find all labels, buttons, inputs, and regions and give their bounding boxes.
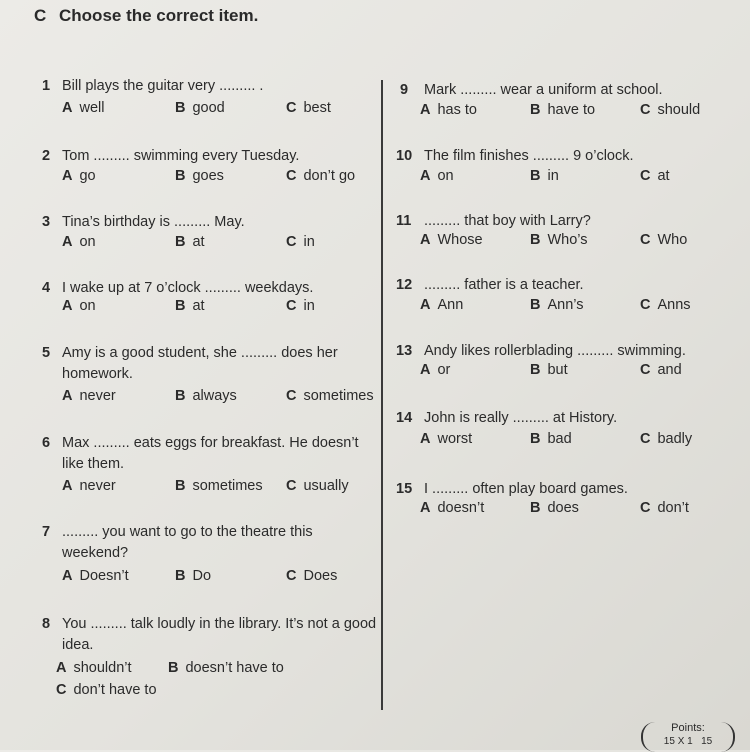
points-box	[641, 722, 735, 752]
option-text: at	[657, 168, 670, 184]
question-text: Bill plays the guitar very ......... .	[62, 78, 264, 94]
option-letter: A	[62, 100, 73, 116]
option-letter: C	[56, 682, 67, 698]
question-number-text: 15	[396, 481, 413, 497]
option-text: don’t have to	[73, 682, 157, 698]
option-letter: C	[286, 298, 297, 314]
option-letter: C	[640, 232, 651, 248]
option-letter: A	[420, 297, 431, 313]
option-letter: C	[286, 100, 297, 116]
answer-option-b[interactable]	[530, 431, 572, 447]
answer-option-a[interactable]	[62, 478, 116, 494]
question-number-text: 2	[42, 148, 51, 164]
option-letter: C	[286, 478, 297, 494]
section-heading: Choose the correct item.	[59, 6, 259, 25]
option-text: go	[79, 168, 96, 184]
option-text: has to	[437, 102, 477, 118]
answer-option-b[interactable]	[530, 362, 568, 378]
option-text: sometimes	[192, 478, 263, 494]
question-text: ......... father is a teacher.	[424, 277, 584, 293]
answer-option-a[interactable]	[62, 568, 129, 584]
column-divider	[381, 80, 383, 710]
option-text: Anns	[657, 297, 691, 313]
option-text: Ann	[437, 297, 464, 313]
question-number-text: 8	[42, 616, 51, 632]
option-text: never	[79, 388, 116, 404]
option-text: don’t	[657, 500, 689, 516]
option-letter: B	[530, 168, 541, 184]
option-letter: B	[530, 232, 541, 248]
question-number-text: 13	[396, 343, 413, 359]
answer-option-b[interactable]	[530, 297, 584, 313]
answer-option-c[interactable]	[640, 232, 687, 248]
answer-option-b[interactable]	[175, 478, 263, 494]
option-text: and	[657, 362, 682, 378]
answer-option-c[interactable]	[286, 388, 374, 404]
option-letter: C	[640, 168, 651, 184]
option-text: never	[79, 478, 116, 494]
answer-option-a[interactable]	[420, 362, 450, 378]
question-number-text: 14	[396, 410, 413, 426]
answer-option-a[interactable]	[62, 298, 96, 314]
option-text: does	[547, 500, 579, 516]
answer-option-a[interactable]	[420, 431, 472, 447]
option-letter: B	[175, 234, 186, 250]
answer-option-a[interactable]	[420, 297, 463, 313]
question-number-text: 9	[400, 82, 409, 98]
points-formula: 15 X 1	[663, 736, 693, 747]
option-text: Do	[192, 568, 212, 584]
answer-option-a[interactable]	[56, 660, 132, 676]
answer-option-c[interactable]	[640, 431, 692, 447]
option-text: Who	[657, 232, 688, 248]
answer-option-b[interactable]	[530, 232, 588, 248]
option-text: best	[303, 100, 331, 116]
option-letter: A	[62, 168, 73, 184]
option-text: or	[437, 362, 451, 378]
option-text: in	[303, 234, 315, 250]
answer-option-b[interactable]	[175, 100, 225, 116]
question-number-text: 11	[396, 213, 412, 229]
option-text: sometimes	[303, 388, 374, 404]
question-number-text: 7	[42, 524, 51, 540]
option-text: doesn’t have to	[185, 660, 284, 676]
answer-option-a[interactable]	[62, 234, 96, 250]
answer-option-b[interactable]	[530, 168, 559, 184]
answer-option-c[interactable]	[56, 682, 157, 698]
question-text: The film finishes ......... 9 o’clock.	[424, 148, 634, 164]
option-letter: A	[420, 362, 431, 378]
answer-option-c[interactable]	[640, 102, 700, 118]
option-letter: A	[420, 102, 431, 118]
option-letter: C	[640, 431, 651, 447]
option-text: should	[657, 102, 701, 118]
option-letter: C	[640, 102, 651, 118]
question-number-text: 1	[42, 78, 51, 94]
answer-option-a[interactable]	[62, 100, 104, 116]
answer-option-c[interactable]	[286, 168, 355, 184]
question-text: ......... you want to go to the theatre this weekend?	[62, 524, 313, 561]
answer-option-b[interactable]	[175, 298, 205, 314]
option-letter: B	[530, 102, 541, 118]
answer-option-a[interactable]	[420, 102, 477, 118]
option-text: in	[303, 298, 315, 314]
option-letter: B	[175, 568, 186, 584]
answer-option-b[interactable]	[175, 168, 224, 184]
question-text: You ......... talk loudly in the library. It’s not a good idea.	[62, 616, 377, 653]
points-label: Points:	[671, 722, 705, 734]
answer-option-b[interactable]	[168, 660, 284, 676]
option-letter: A	[62, 298, 73, 314]
section-title	[34, 6, 258, 26]
option-letter: B	[175, 388, 186, 404]
answer-option-b[interactable]	[530, 102, 595, 118]
question-text: Andy likes rollerblading ......... swimming.	[424, 343, 686, 359]
option-letter: B	[530, 500, 541, 516]
option-text: at	[192, 298, 205, 314]
option-text: badly	[657, 431, 693, 447]
answer-option-a[interactable]	[62, 168, 96, 184]
option-text: on	[79, 234, 96, 250]
option-text: Whose	[437, 232, 483, 248]
question-text: Mark ......... wear a uniform at school.	[424, 82, 663, 98]
option-text: goes	[192, 168, 224, 184]
question-number-text: 10	[396, 148, 413, 164]
option-letter: A	[420, 168, 431, 184]
option-letter: C	[640, 362, 651, 378]
option-letter: C	[286, 234, 297, 250]
option-text: at	[192, 234, 205, 250]
question-text: I ......... often play board games.	[424, 481, 628, 497]
answer-option-c[interactable]	[640, 362, 682, 378]
option-text: worst	[437, 431, 473, 447]
option-letter: A	[56, 660, 67, 676]
question-number-text: 3	[42, 214, 51, 230]
answer-option-a[interactable]	[420, 168, 454, 184]
answer-option-b[interactable]	[175, 234, 205, 250]
option-text: don’t go	[303, 168, 356, 184]
question-text: Tom ......... swimming every Tuesday.	[62, 148, 300, 164]
question-text: ......... that boy with Larry?	[424, 213, 591, 229]
option-letter: B	[168, 660, 179, 676]
question-number-text: 4	[42, 280, 51, 296]
option-letter: C	[286, 568, 297, 584]
option-text: well	[79, 100, 105, 116]
option-text: shouldn’t	[73, 660, 132, 676]
answer-option-c[interactable]	[640, 500, 689, 516]
question-text: John is really ......... at History.	[424, 410, 618, 426]
option-letter: B	[175, 478, 186, 494]
answer-option-c[interactable]	[640, 168, 670, 184]
answer-option-a[interactable]	[420, 232, 483, 248]
option-letter: A	[420, 232, 431, 248]
answer-option-a[interactable]	[62, 388, 116, 404]
question-text: Max ......... eats eggs for breakfast. He doesn’t like them.	[62, 435, 359, 472]
answer-option-c[interactable]	[286, 478, 349, 494]
points-total: 15	[701, 736, 713, 747]
option-text: doesn’t	[437, 500, 485, 516]
option-text: on	[437, 168, 454, 184]
option-letter: B	[530, 362, 541, 378]
option-text: Ann’s	[547, 297, 584, 313]
option-text: but	[547, 362, 568, 378]
question-text: Tina’s birthday is ......... May.	[62, 214, 245, 230]
option-letter: C	[286, 168, 297, 184]
bleed-through-text	[400, 520, 404, 541]
answer-option-c[interactable]	[286, 234, 315, 250]
option-text: Doesn’t	[79, 568, 129, 584]
question-text: Amy is a good student, she ......... does her homework.	[62, 345, 338, 382]
option-text: have to	[547, 102, 596, 118]
option-text: always	[192, 388, 237, 404]
answer-option-a[interactable]	[420, 500, 484, 516]
option-text: bad	[547, 431, 572, 447]
option-letter: B	[175, 168, 186, 184]
section-letter: C	[34, 6, 47, 25]
question-text: I wake up at 7 o’clock ......... weekdays.	[62, 280, 314, 296]
answer-option-b[interactable]	[175, 388, 237, 404]
question-number-text: 5	[42, 345, 51, 361]
option-letter: C	[640, 500, 651, 516]
option-letter: A	[62, 234, 73, 250]
answer-option-c[interactable]	[640, 297, 691, 313]
option-letter: A	[62, 388, 73, 404]
question-number-text: 12	[396, 277, 413, 293]
option-letter: B	[175, 298, 186, 314]
option-letter: C	[640, 297, 651, 313]
option-letter: A	[62, 568, 73, 584]
option-letter: A	[62, 478, 73, 494]
option-letter: B	[530, 431, 541, 447]
answer-option-c[interactable]	[286, 100, 331, 116]
option-letter: A	[420, 431, 431, 447]
option-text: on	[79, 298, 96, 314]
option-text: Does	[303, 568, 338, 584]
option-text: usually	[303, 478, 349, 494]
option-letter: B	[175, 100, 186, 116]
answer-option-c[interactable]	[286, 298, 315, 314]
answer-option-b[interactable]	[175, 568, 211, 584]
option-letter: A	[420, 500, 431, 516]
option-text: in	[547, 168, 559, 184]
option-text: Who’s	[547, 232, 588, 248]
option-letter: C	[286, 388, 297, 404]
answer-option-b[interactable]	[530, 500, 579, 516]
answer-option-c[interactable]	[286, 568, 337, 584]
option-letter: B	[530, 297, 541, 313]
option-text: good	[192, 100, 225, 116]
question-number-text: 6	[42, 435, 51, 451]
